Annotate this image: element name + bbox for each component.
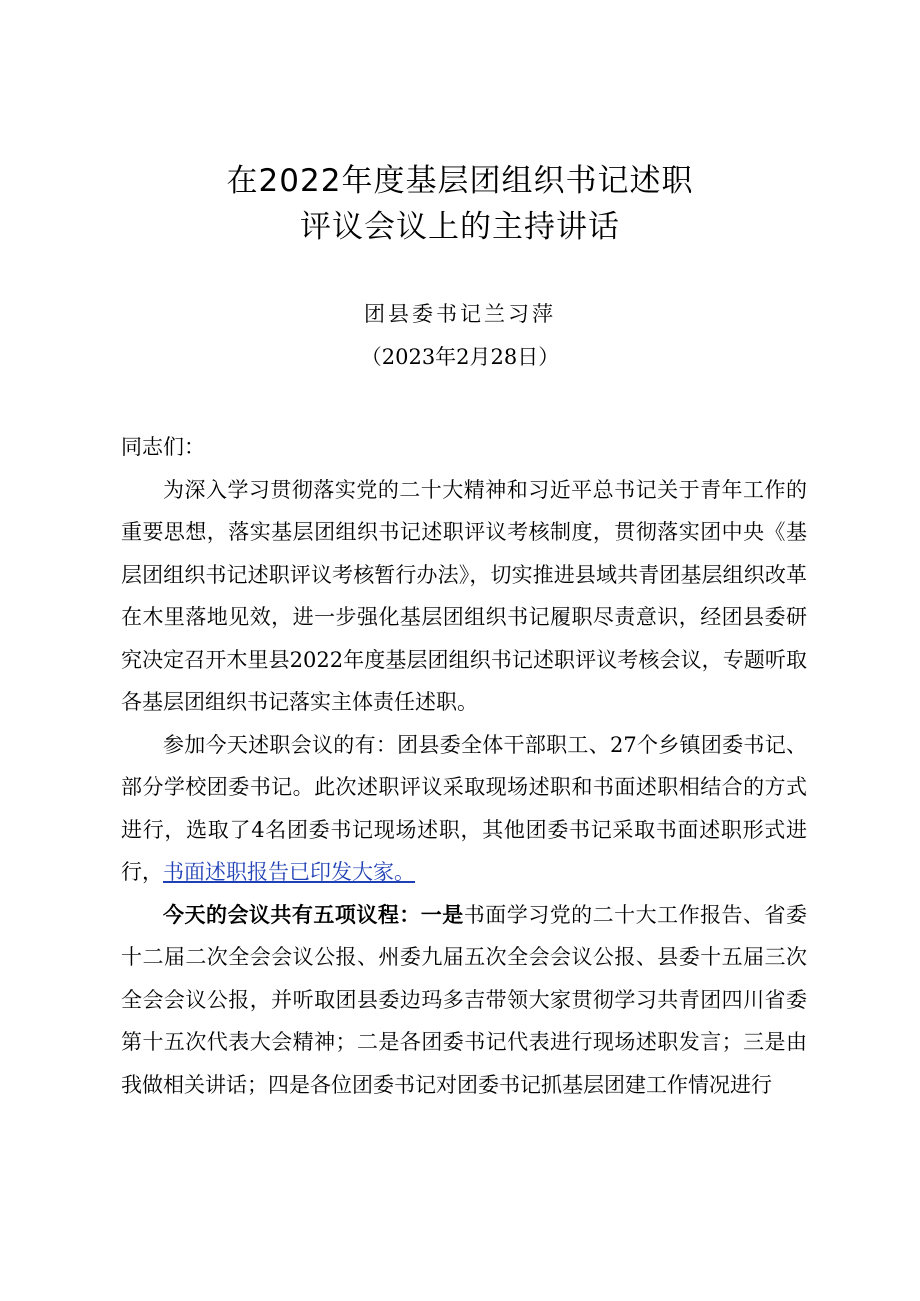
- agenda-lead: 今天的会议共有五项议程：一是: [163, 901, 464, 927]
- document-title: [0, 158, 920, 250]
- paragraph-agenda: [121, 894, 807, 1107]
- date-line: （2023年2月28日）: [360, 345, 560, 369]
- title-line-1: 在2022年度基层团组织书记述职: [226, 163, 694, 199]
- author-line: 团县委书记兰习萍: [364, 302, 556, 326]
- attendees-text: 参加今天述职会议的有：团县委全体干部职工、27个乡镇团委书记、部分学校团委书记。此次述职评议采取现场述职和书面述职相结合的方式进行，选取了4名团委书记现场述职，其他团委书记采取书面述职形式进行，: [121, 732, 807, 884]
- paragraph-attendees: [121, 724, 807, 894]
- salutation: 同志们：: [121, 435, 205, 459]
- written-report-link[interactable]: 书面述职报告已印发大家。: [163, 860, 415, 884]
- paragraph-purpose: 为深入学习贯彻落实党的二十大精神和习近平总书记关于青年工作的重要思想，落实基层团组织书记述职评议考核制度，贯彻落实团中央《基层团组织书记述职评议考核暂行办法》，切实推进县域共青团基层组织改革在木里落地见效，进一步强化基层团组织书记履职尽责意识，经团县委研究决定召开木里县2022年度基层团组织书记述职评议考核会议，专题听取各基层团组织书记落实主体责任述职。: [121, 477, 807, 714]
- title-line-2: 评议会议上的主持讲话: [300, 209, 620, 245]
- agenda-text: 书面学习党的二十大工作报告、省委十二届二次全会会议公报、州委九届五次全会会议公报、县委十五届三次全会会议公报，并听取团县委边玛多吉带领大家贯彻学习共青团四川省委第十五次代表大会精神；二是各团委书记代表进行现场述职发言；三是由我做相关讲话；四是各位团委书记对团委书记抓基层团建工作情况进行: [121, 902, 808, 1097]
- document-body: [121, 426, 807, 1106]
